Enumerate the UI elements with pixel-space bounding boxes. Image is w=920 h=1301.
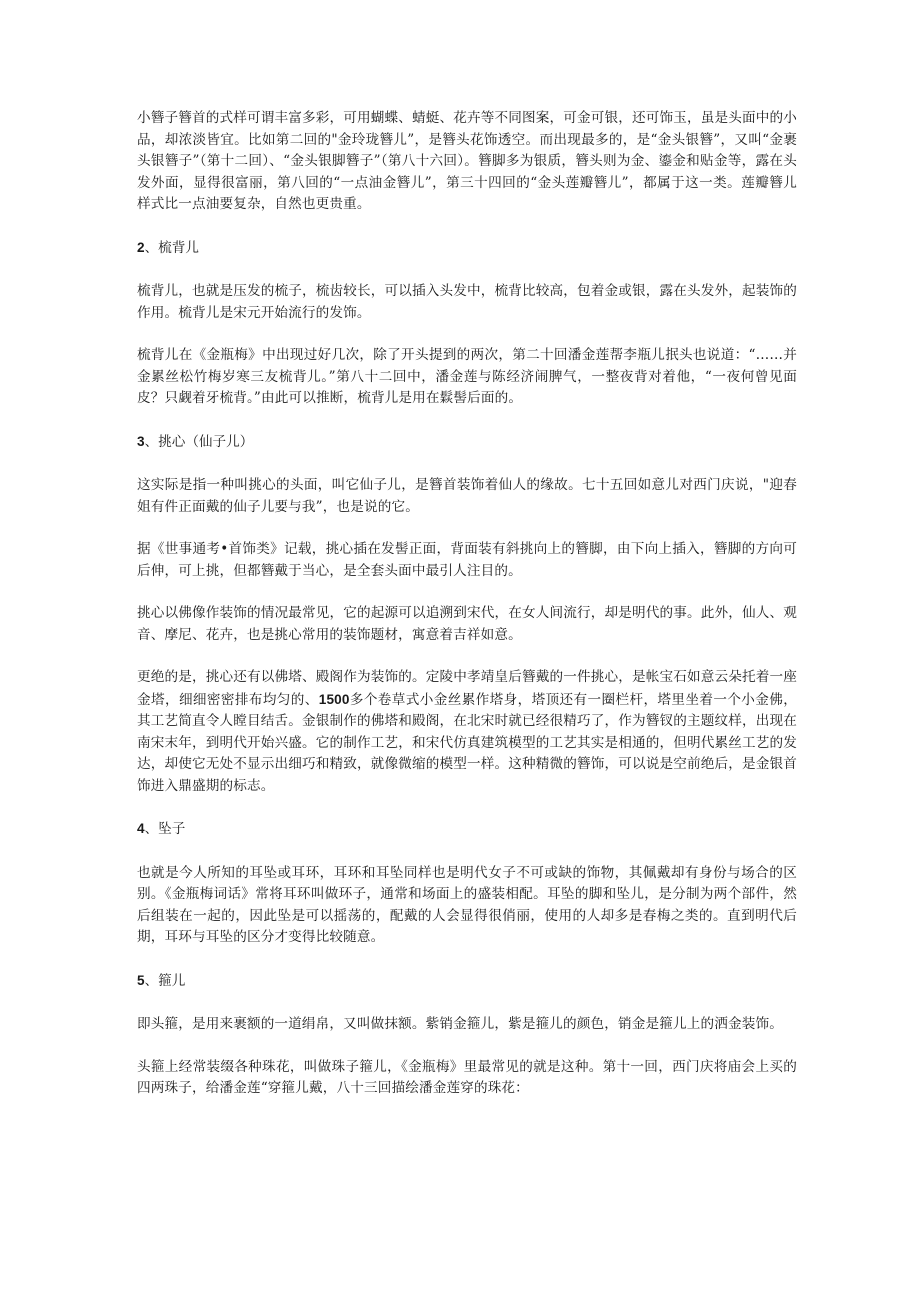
section-number: 4 bbox=[137, 821, 145, 836]
section-title: 、箍儿 bbox=[144, 972, 186, 989]
paragraph bbox=[137, 667, 797, 797]
section-title: 、梳背儿 bbox=[144, 239, 199, 256]
section-title: 、挑心（仙子儿） bbox=[144, 433, 254, 450]
section-number: 2 bbox=[137, 239, 145, 255]
paragraph-intro: 小簪子簪首的式样可谓丰富多彩，可用蝴蝶、蜻蜓、花卉等不同图案，可金可银，还可饰玉，虽是头面中的小品，却浓淡皆宜。比如第二回的"金玲珑簪儿”，是簪头花饰透空。而出现最多的，是“金头银簪”，又叫“金裹头银簪子”（第十二回）、“金头银脚簪子”（第八十六回）。簪脚多为银质，簪头则为金、鎏金和贴金等，露在头发外面，显得很富丽，第八回的“一点油金簪儿”，第三十四回的“金头莲瓣簪儿”，都属于这一类。莲瓣簪儿样式比一点油要复杂，自然也更贵重。 bbox=[137, 110, 797, 212]
section-heading-4 bbox=[137, 818, 797, 841]
paragraph: 据《世事通考•首饰类》记载，挑心插在发髻正面，背面装有斜挑向上的簪脚，由下向上插入，簪脚的方向可后伸，可上挑，但都簪戴于当心，是全套头面中最引人注目的。 bbox=[137, 541, 797, 579]
section-heading-5 bbox=[137, 970, 797, 993]
section-heading-2 bbox=[137, 237, 797, 260]
paragraph-text: 多个卷草式小金丝累作塔身，塔顶还有一圈栏杆，塔里坐着一个小金佛，其工艺简直令人瞠目结舌。金银制作的佛塔和殿阁，在北宋时就已经很精巧了，作为簪钗的主题纹样，出现在南宋末年，到明代开始兴盛。它的制作工艺，和宋代仿真建筑模型的工艺其实是相通的，但明代累丝工艺的发达，却使它无处不显示出细巧和精致，就像微缩的模型一样。这种精微的簪饰，可以说是空前绝后，是金银首饰进入鼎盛期的标志。 bbox=[137, 691, 797, 794]
inline-number: 1500 bbox=[318, 691, 350, 707]
paragraph: 挑心以佛像作装饰的情况最常见，它的起源可以追溯到宋代，在女人间流行，却是明代的事。此外，仙人、观音、摩尼、花卉，也是挑心常用的装饰题材，寓意着吉祥如意。 bbox=[137, 605, 797, 643]
paragraph: 梳背儿在《金瓶梅》中出现过好几次，除了开头提到的两次，第二十回潘金莲帮李瓶儿抿头也说道：“……并金累丝松竹梅岁寒三友梳背儿。”第八十二回中，潘金莲与陈经济闹脾气，一整夜背对着他，“一夜何曾见面皮？只觑着牙梳背。”由此可以推断，梳背儿是用在鬏髻后面的。 bbox=[137, 347, 797, 406]
section-number: 5 bbox=[137, 972, 145, 988]
paragraph: 头箍上经常装缀各种珠花，叫做珠子箍儿，《金瓶梅》里最常见的就是这种。第十一回，西门庆将庙会上买的四两珠子，给潘金莲“穿箍儿戴，八十三回描绘潘金莲穿的珠花： bbox=[137, 1058, 797, 1096]
document-page bbox=[137, 108, 797, 1121]
section-title: 、坠子 bbox=[144, 821, 186, 837]
paragraph: 即头箍，是用来裹额的一道绢帛，又叫做抹额。紫销金箍儿，紫是箍儿的颜色，销金是箍儿上的洒金装饰。 bbox=[137, 1016, 783, 1032]
section-heading-3 bbox=[137, 431, 797, 454]
paragraph: 梳背儿，也就是压发的梳子，梳齿较长，可以插入头发中，梳背比较高，包着金或银，露在头发外，起装饰的作用。梳背儿是宋元开始流行的发饰。 bbox=[137, 283, 797, 321]
paragraph-text: 更绝的是，挑心还有以佛塔、殿阁作为装饰的。定陵中孝靖皇后簪戴的一件挑心，是帐宝石如意云朵托着一座金塔，细细密密排布均匀的、 bbox=[137, 669, 797, 708]
section-number: 3 bbox=[137, 433, 145, 449]
paragraph: 这实际是指一种叫挑心的头面，叫它仙子儿，是簪首装饰着仙人的缘故。七十五回如意儿对西门庆说，"迎春姐有件正面戴的仙子儿要与我”，也是说的它。 bbox=[137, 477, 797, 515]
paragraph: 也就是今人所知的耳坠或耳环，耳环和耳坠同样也是明代女子不可或缺的饰物，其佩戴却有身份与场合的区别。《金瓶梅词话》常将耳环叫做环子，通常和场面上的盛装相配。耳坠的脚和坠儿，是分制为两个部件，然后组装在一起的，因此坠是可以摇荡的，配戴的人会显得很俏丽，使用的人却多是春梅之类的。直到明代后期，耳环与耳坠的区分才变得比较随意。 bbox=[137, 864, 797, 945]
